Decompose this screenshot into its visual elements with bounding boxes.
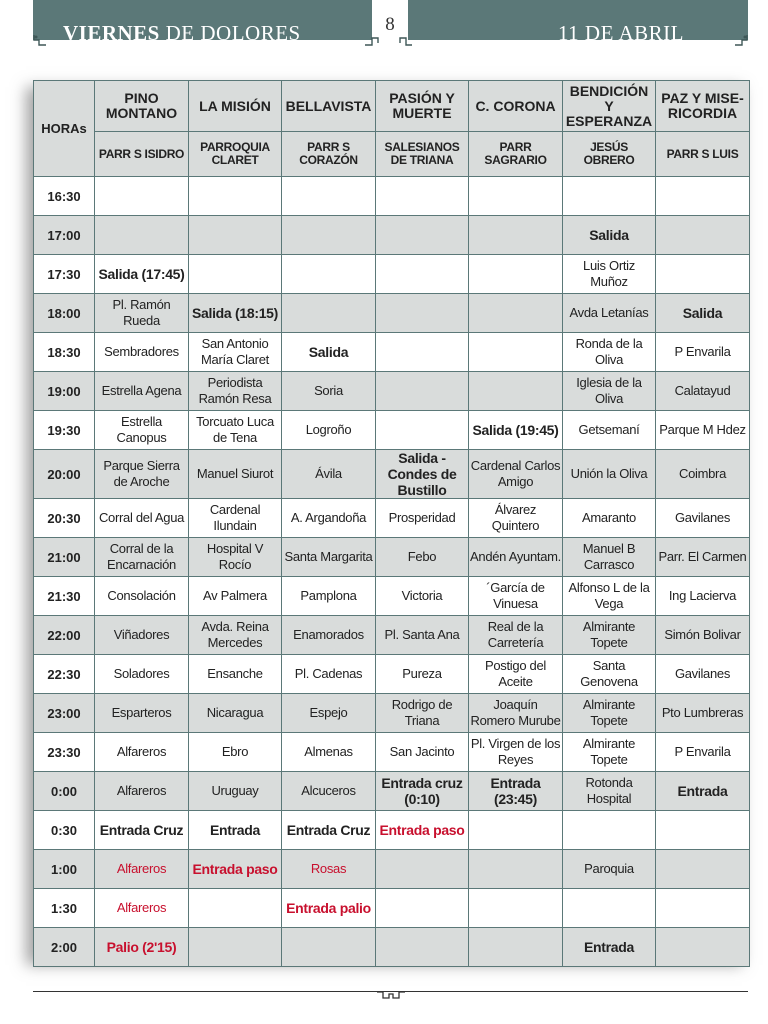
column-header-name: BELLAVISTA <box>282 81 376 132</box>
hour-cell: 2:00 <box>34 928 95 967</box>
schedule-cell: Postigo del Aceite <box>469 655 563 694</box>
hour-cell: 1:30 <box>34 889 95 928</box>
schedule-cell: Soria <box>282 372 376 411</box>
schedule-table <box>33 80 750 967</box>
schedule-cell: Pto Lumbreras <box>656 694 750 733</box>
schedule-cell: Joaquín Romero Murube <box>469 694 563 733</box>
schedule-cell: Febo <box>376 538 469 577</box>
schedule-cell: Luis Ortiz Muñoz <box>563 255 656 294</box>
schedule-cell <box>469 811 563 850</box>
hour-cell: 20:30 <box>34 499 95 538</box>
schedule-cell: Prosperidad <box>376 499 469 538</box>
schedule-cell <box>469 177 563 216</box>
schedule-cell: Parr. El Carmen <box>656 538 750 577</box>
column-header-parish: SALESIANOS DE TRIANA <box>376 132 469 177</box>
schedule-cell: Espejo <box>282 694 376 733</box>
schedule-cell: Salida - Condes de Bustillo <box>376 450 469 499</box>
column-header-parish: PARR S LUIS <box>656 132 750 177</box>
schedule-cell: San Jacinto <box>376 733 469 772</box>
schedule-cell <box>376 333 469 372</box>
schedule-cell: Unión la Oliva <box>563 450 656 499</box>
footer-ornament-icon <box>375 990 407 1002</box>
schedule-cell <box>563 177 656 216</box>
hour-cell: 19:30 <box>34 411 95 450</box>
schedule-cell <box>563 811 656 850</box>
table-row <box>34 216 750 255</box>
schedule-cell <box>376 928 469 967</box>
schedule-cell: Ávila <box>282 450 376 499</box>
schedule-cell: Pl. Ramón Rueda <box>95 294 189 333</box>
schedule-cell: Almenas <box>282 733 376 772</box>
day-title <box>63 21 301 46</box>
schedule-cell: Pamplona <box>282 577 376 616</box>
schedule-cell <box>189 889 282 928</box>
schedule-cell: Periodista Ramón Resa <box>189 372 282 411</box>
schedule-cell: Nicaragua <box>189 694 282 733</box>
schedule-cell: Corral de la Encarnación <box>95 538 189 577</box>
schedule-cell: Rodrigo de Triana <box>376 694 469 733</box>
schedule-cell: Avda Letanías <box>563 294 656 333</box>
schedule-cell: Pl. Virgen de los Reyes <box>469 733 563 772</box>
schedule-cell <box>189 216 282 255</box>
schedule-cell: Ing Lacierva <box>656 577 750 616</box>
column-header-name: BENDICIÓN Y ESPERANZA <box>563 81 656 132</box>
schedule-cell: Álvarez Quintero <box>469 499 563 538</box>
column-header-parish: PARROQUIA CLARET <box>189 132 282 177</box>
schedule-cell: Entrada Cruz <box>282 811 376 850</box>
column-header-name: PINO MONTANO <box>95 81 189 132</box>
schedule-cell: Paroquia <box>563 850 656 889</box>
schedule-cell <box>469 928 563 967</box>
schedule-cell <box>376 411 469 450</box>
schedule-cell: Almirante Topete <box>563 694 656 733</box>
schedule-cell: Consolación <box>95 577 189 616</box>
table-row <box>34 255 750 294</box>
schedule-cell: Cardenal Ilundain <box>189 499 282 538</box>
schedule-cell: Alfareros <box>95 733 189 772</box>
schedule-cell <box>95 216 189 255</box>
column-header-parish: JESÚS OBRERO <box>563 132 656 177</box>
schedule-cell: Pl. Cadenas <box>282 655 376 694</box>
page-number-ornament-left-icon <box>364 34 380 48</box>
schedule-cell <box>469 372 563 411</box>
table-row <box>34 655 750 694</box>
schedule-cell <box>656 889 750 928</box>
schedule-cell: Corral del Agua <box>95 499 189 538</box>
table-row <box>34 928 750 967</box>
table-row <box>34 177 750 216</box>
hour-cell: 19:00 <box>34 372 95 411</box>
table-row <box>34 772 750 811</box>
column-header-parish: PARR S ISIDRO <box>95 132 189 177</box>
schedule-cell: A. Argandoña <box>282 499 376 538</box>
schedule-cell: Simón Bolivar <box>656 616 750 655</box>
schedule-cell: Parque Sierra de Aroche <box>95 450 189 499</box>
schedule-cell <box>469 255 563 294</box>
table-row <box>34 616 750 655</box>
table-row <box>34 811 750 850</box>
schedule-cell: Entrada <box>656 772 750 811</box>
schedule-cell: Avda. Reina Mercedes <box>189 616 282 655</box>
hour-cell: 18:00 <box>34 294 95 333</box>
schedule-cell: Real de la Carretería <box>469 616 563 655</box>
schedule-cell: Manuel Siurot <box>189 450 282 499</box>
table-row <box>34 411 750 450</box>
column-header-name: PASIÓN Y MUERTE <box>376 81 469 132</box>
schedule-cell: Alfareros <box>95 889 189 928</box>
schedule-cell <box>656 255 750 294</box>
table-row <box>34 850 750 889</box>
column-header-name: C. CORONA <box>469 81 563 132</box>
hour-cell: 23:30 <box>34 733 95 772</box>
schedule-cell: Cardenal Carlos Amigo <box>469 450 563 499</box>
schedule-cell: Rotonda Hospital <box>563 772 656 811</box>
corner-ornament-right-icon <box>734 34 748 46</box>
hour-cell: 16:30 <box>34 177 95 216</box>
schedule-cell <box>656 928 750 967</box>
schedule-table-container <box>33 80 749 958</box>
schedule-body <box>34 177 750 967</box>
schedule-cell: Entrada paso <box>189 850 282 889</box>
table-row <box>34 333 750 372</box>
header-left-band <box>33 0 372 45</box>
schedule-cell: Entrada <box>189 811 282 850</box>
schedule-cell: Manuel B Carrasco <box>563 538 656 577</box>
hour-cell: 21:00 <box>34 538 95 577</box>
schedule-cell <box>376 177 469 216</box>
schedule-cell: Entrada cruz (0:10) <box>376 772 469 811</box>
schedule-cell: Iglesia de la Oliva <box>563 372 656 411</box>
schedule-cell: Entrada paso <box>376 811 469 850</box>
parish-names-row <box>34 132 750 177</box>
schedule-cell <box>376 889 469 928</box>
schedule-cell: Calatayud <box>656 372 750 411</box>
column-header-name: PAZ Y MISE-RICORDIA <box>656 81 750 132</box>
schedule-cell: Sembradores <box>95 333 189 372</box>
table-row <box>34 294 750 333</box>
schedule-cell: Salida <box>563 216 656 255</box>
schedule-cell: Alfareros <box>95 772 189 811</box>
schedule-cell <box>376 255 469 294</box>
schedule-cell: Alcuceros <box>282 772 376 811</box>
brotherhood-names-row <box>34 81 750 132</box>
schedule-cell <box>282 294 376 333</box>
hour-cell: 18:30 <box>34 333 95 372</box>
schedule-cell <box>469 216 563 255</box>
hour-cell: 21:30 <box>34 577 95 616</box>
schedule-cell: Santa Margarita <box>282 538 376 577</box>
schedule-cell <box>656 216 750 255</box>
hour-cell: 23:00 <box>34 694 95 733</box>
table-row <box>34 372 750 411</box>
schedule-cell <box>282 177 376 216</box>
page-number-ornament-right-icon <box>398 34 414 48</box>
schedule-cell <box>656 177 750 216</box>
hour-cell: 22:30 <box>34 655 95 694</box>
schedule-cell: Coimbra <box>656 450 750 499</box>
schedule-cell: Alfareros <box>95 850 189 889</box>
schedule-cell: Parque M Hdez <box>656 411 750 450</box>
hour-cell: 20:00 <box>34 450 95 499</box>
schedule-cell <box>189 255 282 294</box>
schedule-cell: Soladores <box>95 655 189 694</box>
schedule-cell: Entrada Cruz <box>95 811 189 850</box>
schedule-cell <box>95 177 189 216</box>
schedule-cell: Pl. Santa Ana <box>376 616 469 655</box>
schedule-cell <box>656 811 750 850</box>
schedule-cell: P Envarila <box>656 333 750 372</box>
schedule-cell <box>469 294 563 333</box>
schedule-cell: ´García de Vinuesa <box>469 577 563 616</box>
schedule-cell: San Antonio María Claret <box>189 333 282 372</box>
corner-ornament-left-icon <box>33 34 47 46</box>
schedule-cell: Salida <box>282 333 376 372</box>
schedule-cell: Salida <box>656 294 750 333</box>
schedule-cell: Almirante Topete <box>563 733 656 772</box>
schedule-cell: Gavilanes <box>656 655 750 694</box>
schedule-cell: Salida (19:45) <box>469 411 563 450</box>
header-right-band <box>408 0 748 45</box>
schedule-cell: Ensanche <box>189 655 282 694</box>
table-row <box>34 499 750 538</box>
table-row <box>34 538 750 577</box>
schedule-cell <box>469 889 563 928</box>
table-row <box>34 450 750 499</box>
schedule-cell: Entrada palio <box>282 889 376 928</box>
hour-cell: 0:00 <box>34 772 95 811</box>
page-number: 8 <box>385 14 395 35</box>
table-row <box>34 694 750 733</box>
schedule-cell: Alfonso L de la Vega <box>563 577 656 616</box>
column-header-parish: PARR S CORAZÓN <box>282 132 376 177</box>
schedule-cell: Entrada (23:45) <box>469 772 563 811</box>
date-title: 11 DE ABRIL <box>557 21 684 45</box>
hour-cell: 17:30 <box>34 255 95 294</box>
hour-cell: 1:00 <box>34 850 95 889</box>
schedule-cell: Esparteros <box>95 694 189 733</box>
schedule-cell: Torcuato Luca de Tena <box>189 411 282 450</box>
horas-header: HORAs <box>34 81 95 177</box>
column-header-parish: PARR SAGRARIO <box>469 132 563 177</box>
schedule-cell: Ebro <box>189 733 282 772</box>
day-title-bold: VIERNES <box>63 21 160 45</box>
schedule-cell <box>282 216 376 255</box>
schedule-cell: P Envarila <box>656 733 750 772</box>
table-row <box>34 889 750 928</box>
schedule-cell: Estrella Canopus <box>95 411 189 450</box>
hour-cell: 0:30 <box>34 811 95 850</box>
schedule-cell: Enamorados <box>282 616 376 655</box>
schedule-cell: Amaranto <box>563 499 656 538</box>
schedule-cell: Pureza <box>376 655 469 694</box>
schedule-cell <box>282 928 376 967</box>
schedule-cell <box>376 372 469 411</box>
schedule-cell <box>469 333 563 372</box>
schedule-cell: Salida (17:45) <box>95 255 189 294</box>
schedule-cell: Santa Genovena <box>563 655 656 694</box>
schedule-cell: Hospital V Rocío <box>189 538 282 577</box>
schedule-cell: Gavilanes <box>656 499 750 538</box>
day-title-rest: DE DOLORES <box>159 21 301 45</box>
schedule-cell: Ronda de la Oliva <box>563 333 656 372</box>
schedule-cell: Entrada <box>563 928 656 967</box>
schedule-cell <box>376 294 469 333</box>
hour-cell: 22:00 <box>34 616 95 655</box>
schedule-cell: Almirante Topete <box>563 616 656 655</box>
schedule-cell: Rosas <box>282 850 376 889</box>
table-row <box>34 577 750 616</box>
schedule-cell <box>282 255 376 294</box>
schedule-cell <box>376 216 469 255</box>
schedule-cell <box>563 889 656 928</box>
schedule-cell: Estrella Agena <box>95 372 189 411</box>
table-row <box>34 733 750 772</box>
column-header-name: LA MISIÓN <box>189 81 282 132</box>
schedule-cell: Getsemaní <box>563 411 656 450</box>
schedule-cell: Uruguay <box>189 772 282 811</box>
schedule-cell <box>469 850 563 889</box>
schedule-cell: Victoria <box>376 577 469 616</box>
schedule-cell: Salida (18:15) <box>189 294 282 333</box>
schedule-cell: Andén Ayuntam. <box>469 538 563 577</box>
schedule-cell: Av Palmera <box>189 577 282 616</box>
schedule-cell <box>656 850 750 889</box>
schedule-cell: Palio (2'15) <box>95 928 189 967</box>
schedule-cell: Logroño <box>282 411 376 450</box>
schedule-cell <box>189 177 282 216</box>
schedule-cell <box>376 850 469 889</box>
schedule-cell <box>189 928 282 967</box>
hour-cell: 17:00 <box>34 216 95 255</box>
schedule-cell: Viñadores <box>95 616 189 655</box>
